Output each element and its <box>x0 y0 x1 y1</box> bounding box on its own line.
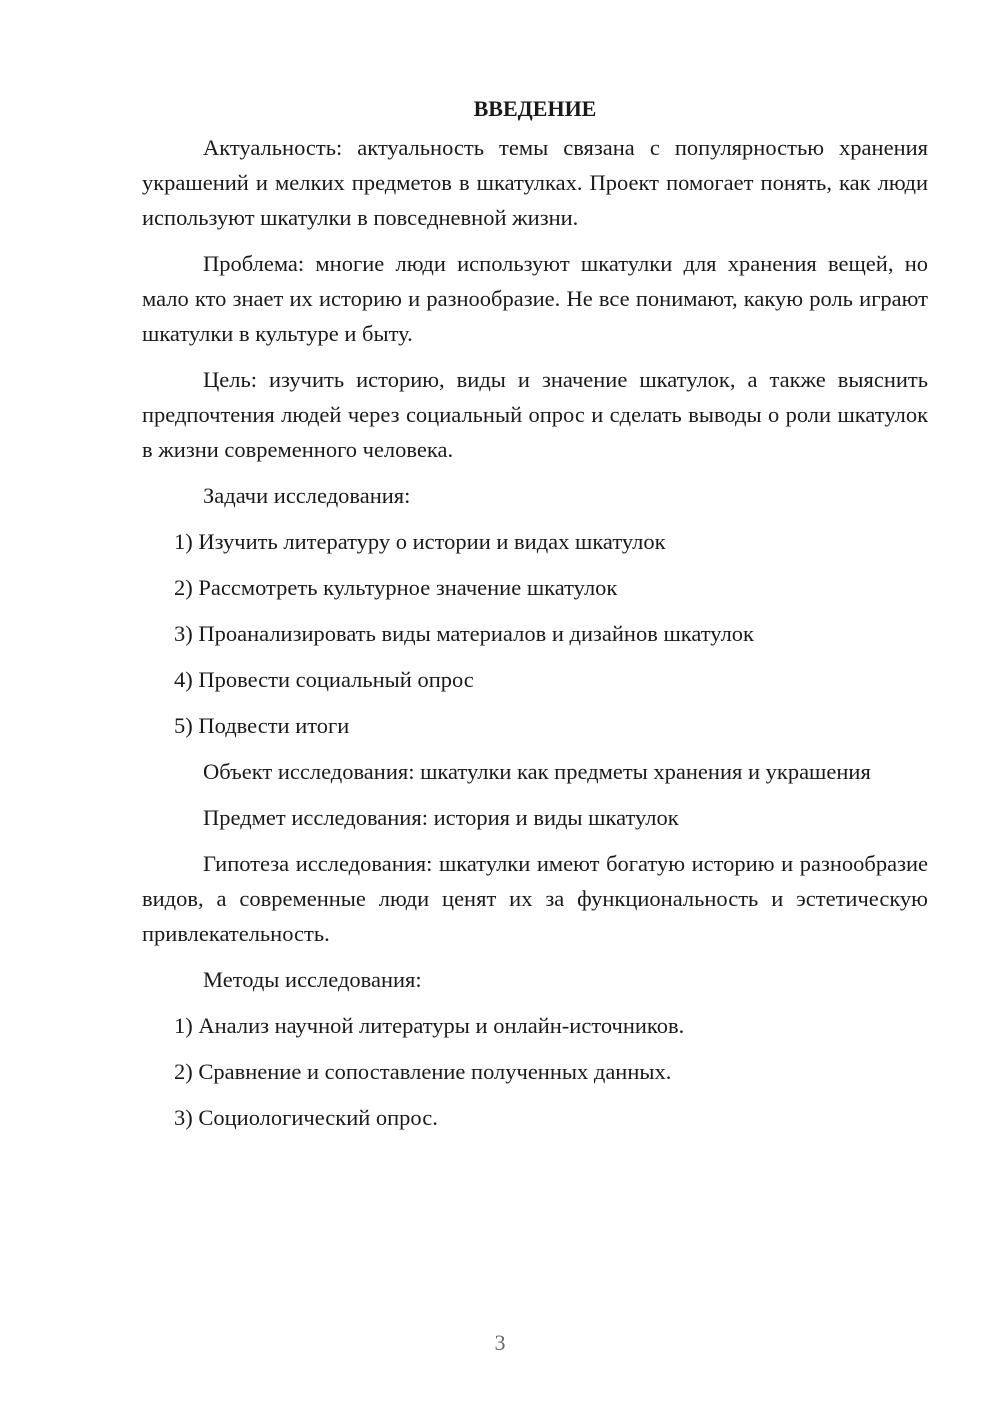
section-heading: ВВЕДЕНИЕ <box>473 96 597 121</box>
task-item: 5) Подвести итоги <box>174 713 350 738</box>
subject-paragraph: Предмет исследования: история и виды шкатулок <box>203 805 679 830</box>
tasks-list <box>142 524 928 743</box>
object-paragraph: Объект исследования: шкатулки как предметы хранения и украшения <box>203 759 871 784</box>
page-number: 3 <box>494 1330 506 1355</box>
methods-heading: Методы исследования: <box>203 967 422 992</box>
goal-paragraph: Цель: изучить историю, виды и значение шкатулок, а также выяснить предпочтения людей через социальный опрос и сделать выводы о роли шкатулок в жизни современного человека. <box>142 367 928 462</box>
tasks-heading: Задачи исследования: <box>203 483 411 508</box>
task-item: 3) Проанализировать виды материалов и дизайнов шкатулок <box>174 621 754 646</box>
task-item: 4) Провести социальный опрос <box>174 667 474 692</box>
method-item: 1) Анализ научной литературы и онлайн-источников. <box>174 1013 685 1038</box>
task-item: 2) Рассмотреть культурное значение шкатулок <box>174 575 618 600</box>
document-page <box>142 92 928 1146</box>
hypothesis-paragraph: Гипотеза исследования: шкатулки имеют богатую историю и разнообразие видов, а современные люди ценят их за функциональность и эстетическую привлекательность. <box>142 851 928 946</box>
method-item: 2) Сравнение и сопоставление полученных данных. <box>174 1059 672 1084</box>
problem-paragraph: Проблема: многие люди используют шкатулки для хранения вещей, но мало кто знает их историю и разнообразие. Не все понимают, какую роль играют шкатулки в культуре и быту. <box>142 251 928 346</box>
method-item: 3) Социологический опрос. <box>174 1105 438 1130</box>
task-item: 1) Изучить литературу о истории и видах шкатулок <box>174 529 666 554</box>
methods-list <box>142 1008 928 1135</box>
relevance-paragraph: Актуальность: актуальность темы связана с популярностью хранения украшений и мелких предметов в шкатулках. Проект помогает понять, как люди используют шкатулки в повседневной жизни. <box>142 135 928 230</box>
